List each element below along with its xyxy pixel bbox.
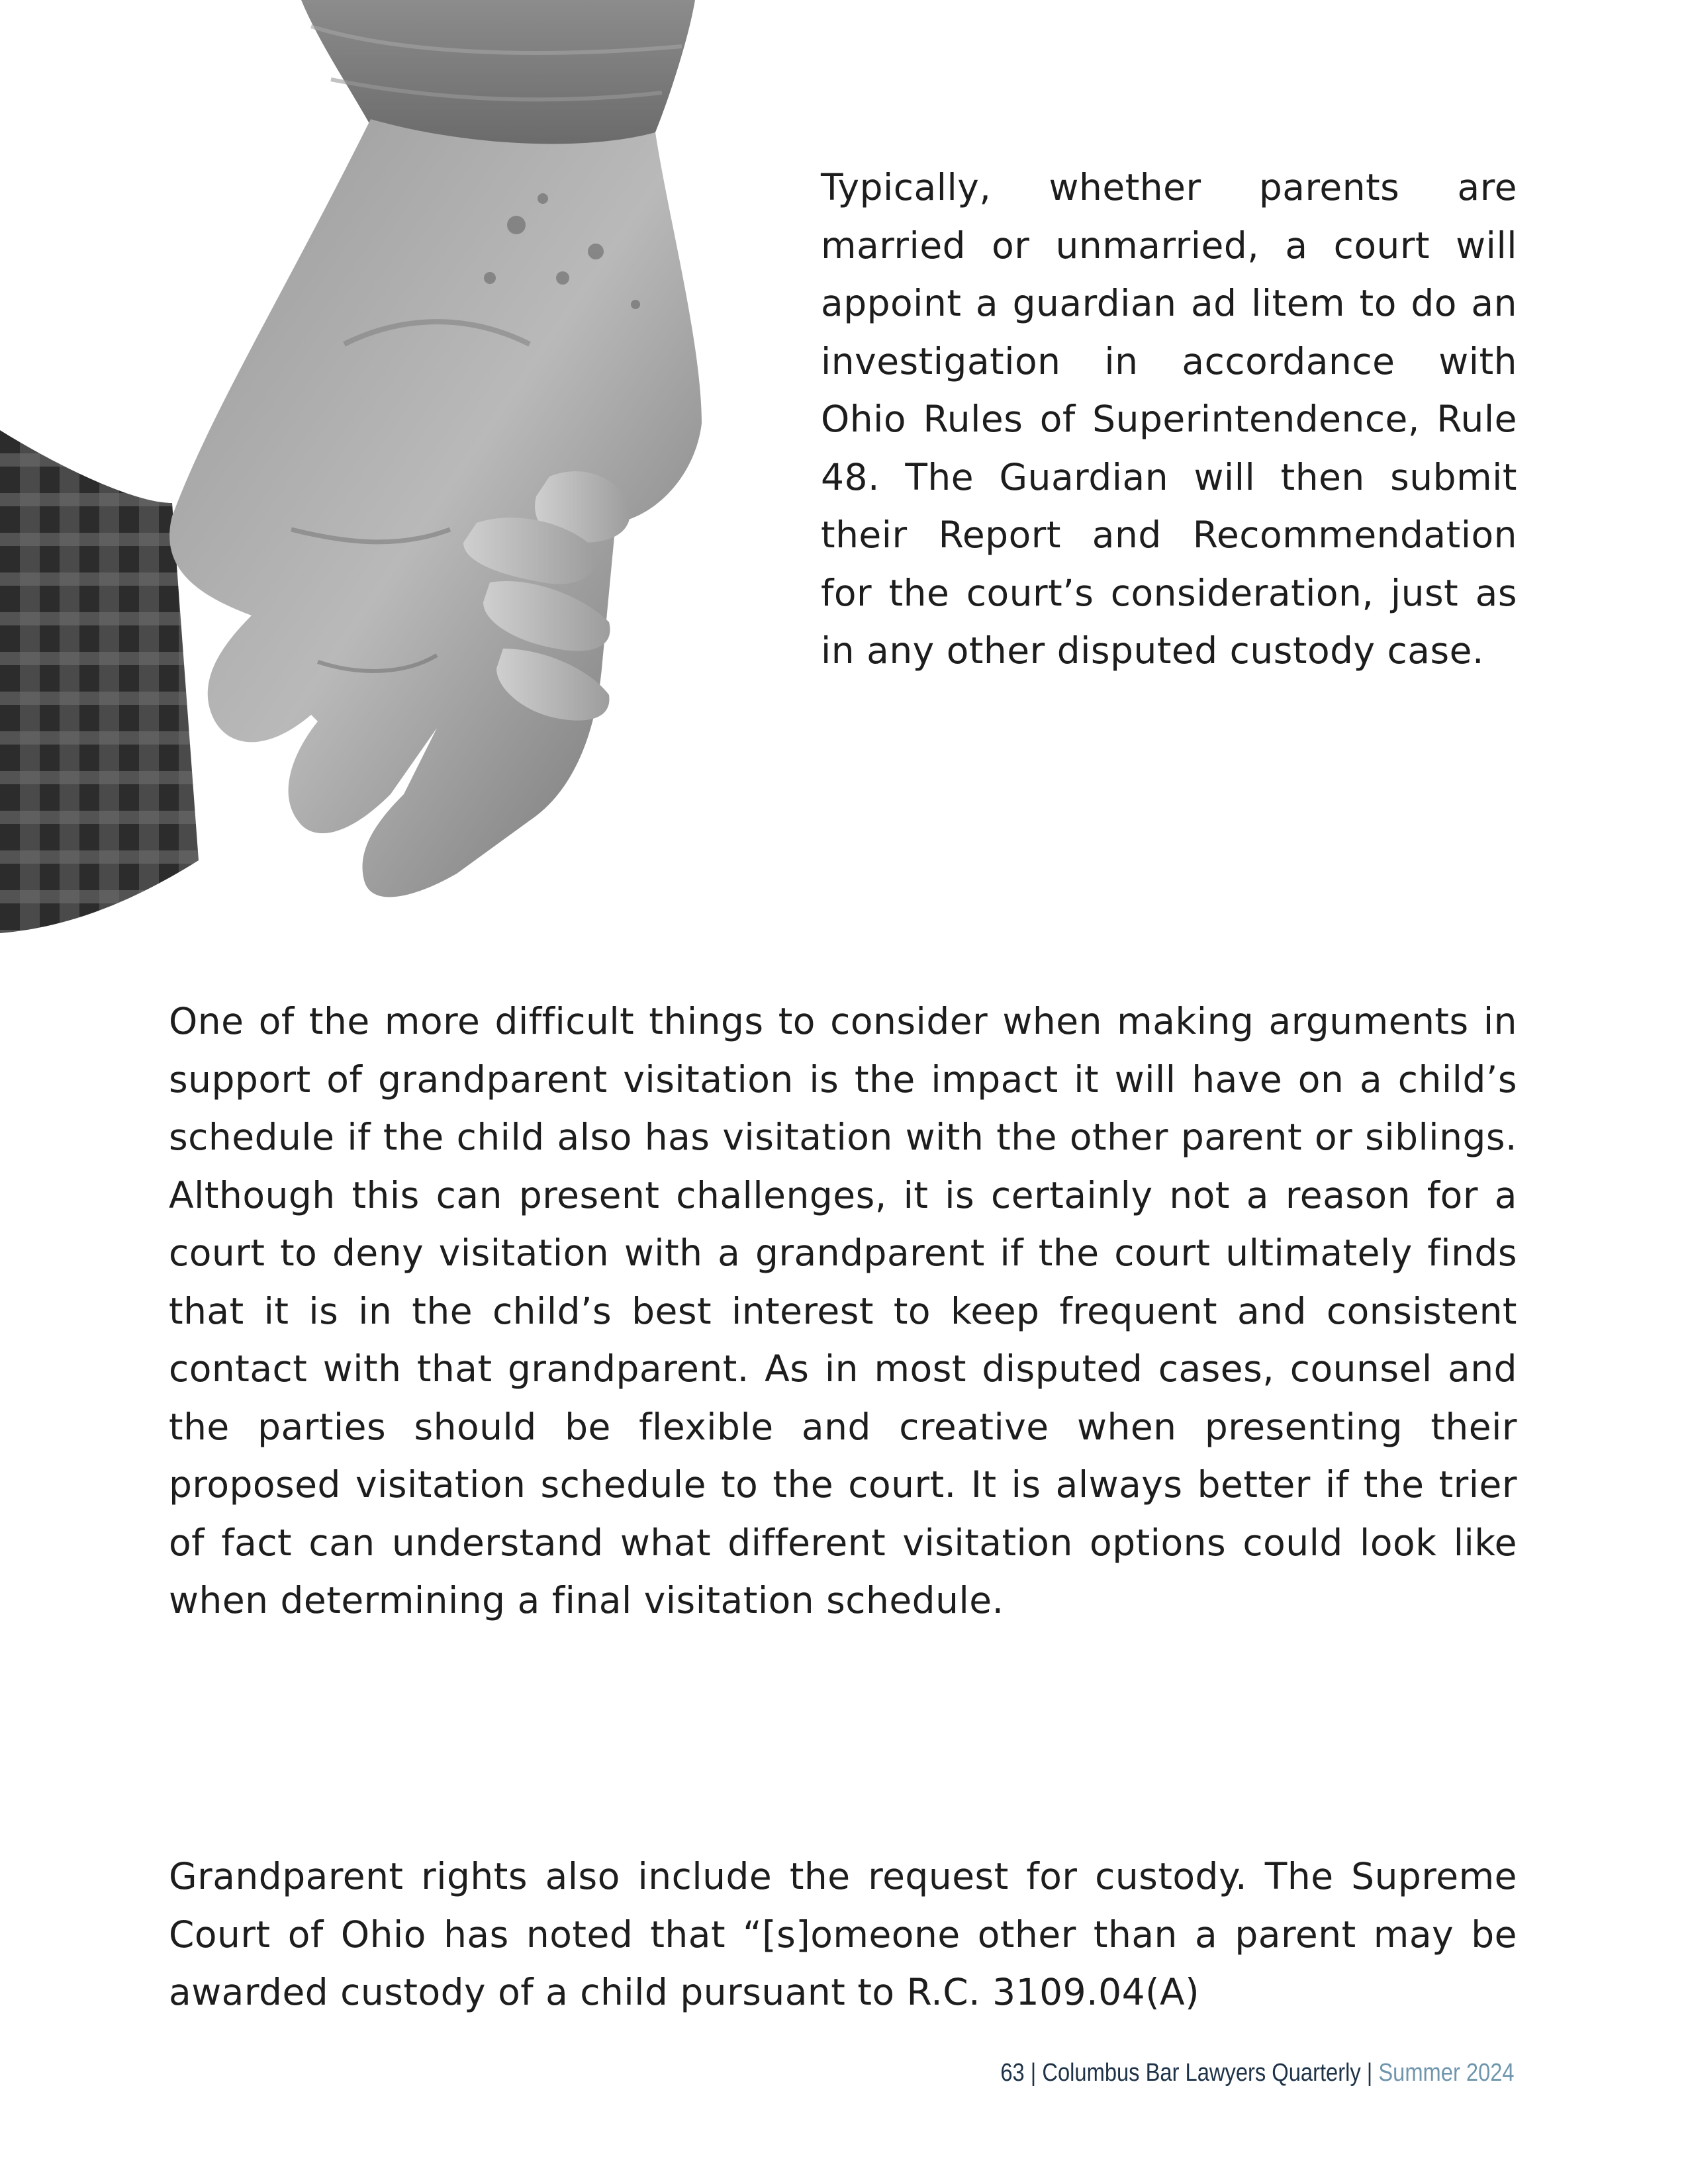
issue-name: Summer 2024: [1378, 2059, 1515, 2087]
article-paragraph-2: One of the more difficult things to consider when making arguments in support of grandparent visitation is the impact it will have on a child’s schedule if the child also has visitation with the other parent or siblings. Although this can present challenges, it is certainly not a reason for a court to deny visitation with a grandparent if the court ultimately finds that it is in the child’s best interest to keep frequent and consistent contact with that grandparent. As in most disputed cases, counsel and the parties should be flexible and creative when presenting their proposed visitation schedule to the court. It is always better if the trier of fact can understand what different visitation options could look like when determining a final visitation schedule.: [169, 1000, 1517, 1621]
page-footer: [1001, 2058, 1515, 2087]
footer-separator: |: [1031, 2059, 1037, 2087]
hands-photo: [0, 0, 715, 946]
page-number: 63: [1000, 2059, 1025, 2087]
article-paragraph-3: Grandparent rights also include the request for custody. The Supreme Court of Ohio has noted that “[s]omeone other than a parent may be awarded custody of a child pursuant to R.C. 3109.04(A): [169, 1855, 1517, 2013]
publication-name: Columbus Bar Lawyers Quarterly: [1042, 2059, 1362, 2087]
article-paragraph-1: Typically, whether parents are married or unmarried, a court will appoint a guardian ad litem to do an investigation in accordance with Ohio Rules of Superintendence, Rule 48. The Guardian will then submit their Report and Recommendation for the court’s consideration, just as in any other disputed custody case.: [821, 166, 1517, 672]
footer-separator: |: [1367, 2059, 1373, 2087]
